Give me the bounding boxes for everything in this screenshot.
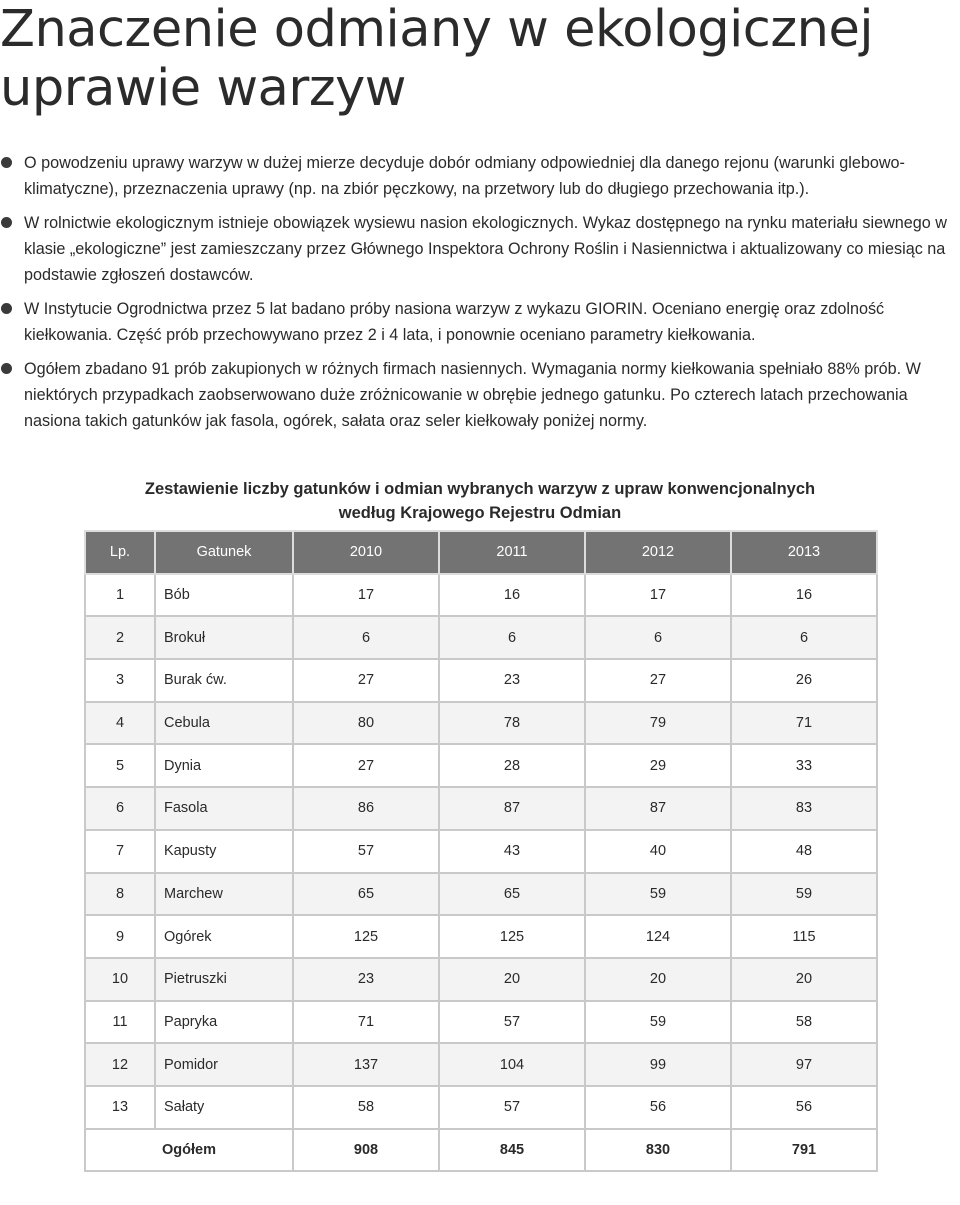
count-cell: 27 xyxy=(293,744,439,787)
header-cell-2011: 2011 xyxy=(439,531,585,574)
count-cell: 83 xyxy=(731,787,877,830)
count-cell: 20 xyxy=(731,958,877,1001)
table-row xyxy=(85,616,877,659)
header-cell-2012: 2012 xyxy=(585,531,731,574)
row-number-cell: 10 xyxy=(85,958,155,1001)
table-caption-line: Zestawienie liczby gatunków i odmian wybranych warzyw z upraw konwencjonalnych xyxy=(144,480,816,498)
table-row xyxy=(85,1086,877,1129)
bullet-dot-icon xyxy=(1,363,12,374)
count-cell: 59 xyxy=(585,873,731,916)
count-cell: 65 xyxy=(439,873,585,916)
count-cell: 115 xyxy=(731,915,877,958)
count-cell: 23 xyxy=(293,958,439,1001)
table-header-row xyxy=(85,531,877,574)
count-cell: 59 xyxy=(731,873,877,916)
count-cell: 29 xyxy=(585,744,731,787)
bullet-dot-icon xyxy=(1,157,12,168)
row-number-cell: 6 xyxy=(85,787,155,830)
count-cell: 20 xyxy=(585,958,731,1001)
count-cell: 78 xyxy=(439,702,585,745)
species-name-cell: Fasola xyxy=(155,787,293,830)
count-cell: 23 xyxy=(439,659,585,702)
table-row xyxy=(85,702,877,745)
bullet-item xyxy=(0,210,960,288)
bullet-text: W Instytucie Ogrodnictwa przez 5 lat badano próby nasiona warzyw z wykazu GIORIN. Oceniano energię oraz zdolność kiełkowania. Część prób przechowywano przez 2 i 4 lata, i ponownie oceniano parametry kiełkowania. xyxy=(24,300,885,344)
row-number-cell: 12 xyxy=(85,1043,155,1086)
table-row xyxy=(85,958,877,1001)
bullet-item xyxy=(0,296,960,348)
total-cell: 791 xyxy=(731,1129,877,1172)
count-cell: 71 xyxy=(293,1001,439,1044)
species-name-cell: Burak ćw. xyxy=(155,659,293,702)
count-cell: 33 xyxy=(731,744,877,787)
row-number-cell: 8 xyxy=(85,873,155,916)
row-number-cell: 4 xyxy=(85,702,155,745)
count-cell: 16 xyxy=(439,574,585,617)
table-row xyxy=(85,1001,877,1044)
count-cell: 56 xyxy=(731,1086,877,1129)
table-row xyxy=(85,1043,877,1086)
species-name-cell: Marchew xyxy=(155,873,293,916)
count-cell: 27 xyxy=(293,659,439,702)
count-cell: 17 xyxy=(293,574,439,617)
count-cell: 6 xyxy=(439,616,585,659)
bullet-item xyxy=(0,150,960,202)
row-number-cell: 7 xyxy=(85,830,155,873)
count-cell: 48 xyxy=(731,830,877,873)
page-title: Znaczenie odmiany w ekologicznej uprawie warzyw xyxy=(0,0,873,118)
count-cell: 57 xyxy=(439,1001,585,1044)
table-row xyxy=(85,744,877,787)
bullet-text: W rolnictwie ekologicznym istnieje obowiązek wysiewu nasion ekologicznych. Wykaz dostępnego na rynku materiału siewnego w klasie „ekologiczne” jest zamieszczany przez Głównego Inspektora Ochrony Roślin i Nasiennictwa i aktualizowany co miesiąc na podstawie zgłoszeń dostawców. xyxy=(24,214,947,284)
count-cell: 86 xyxy=(293,787,439,830)
row-number-cell: 13 xyxy=(85,1086,155,1129)
count-cell: 125 xyxy=(293,915,439,958)
bullet-item xyxy=(0,356,960,434)
count-cell: 16 xyxy=(731,574,877,617)
row-number-cell: 3 xyxy=(85,659,155,702)
count-cell: 87 xyxy=(439,787,585,830)
bullet-dot-icon xyxy=(1,217,12,228)
row-number-cell: 5 xyxy=(85,744,155,787)
species-name-cell: Bób xyxy=(155,574,293,617)
table-row xyxy=(85,873,877,916)
species-name-cell: Brokuł xyxy=(155,616,293,659)
count-cell: 80 xyxy=(293,702,439,745)
species-name-cell: Cebula xyxy=(155,702,293,745)
count-cell: 65 xyxy=(293,873,439,916)
count-cell: 97 xyxy=(731,1043,877,1086)
count-cell: 6 xyxy=(731,616,877,659)
species-table xyxy=(84,530,878,1172)
total-cell: 908 xyxy=(293,1129,439,1172)
count-cell: 104 xyxy=(439,1043,585,1086)
species-name-cell: Kapusty xyxy=(155,830,293,873)
bullet-text: Ogółem zbadano 91 prób zakupionych w różnych firmach nasiennych. Wymagania normy kiełkowania spełniało 88% prób. W niektórych przypadkach zaobserwowano duże zróżnicowanie w obrębie jednego gatunku. Po czterech latach przechowania nasiona takich gatunków jak fasola, ogórek, sałata oraz seler kiełkowały poniżej normy. xyxy=(24,360,921,430)
table-caption-line: według Krajowego Rejestru Odmian xyxy=(338,504,622,522)
count-cell: 57 xyxy=(293,830,439,873)
species-name-cell: Pomidor xyxy=(155,1043,293,1086)
table-row xyxy=(85,574,877,617)
count-cell: 27 xyxy=(585,659,731,702)
table-row xyxy=(85,659,877,702)
count-cell: 124 xyxy=(585,915,731,958)
count-cell: 56 xyxy=(585,1086,731,1129)
row-number-cell: 9 xyxy=(85,915,155,958)
table-caption xyxy=(0,477,960,525)
bullet-text: O powodzeniu uprawy warzyw w dużej mierze decyduje dobór odmiany odpowiedniej dla danego rejonu (warunki glebowo-klimatyczne), przeznaczenia uprawy (np. na zbiór pęczkowy, na przetwory lub do długiego przechowania itp.). xyxy=(24,154,905,198)
table-row xyxy=(85,830,877,873)
total-cell: 830 xyxy=(585,1129,731,1172)
count-cell: 125 xyxy=(439,915,585,958)
count-cell: 20 xyxy=(439,958,585,1001)
header-cell-gatunek: Gatunek xyxy=(155,531,293,574)
count-cell: 17 xyxy=(585,574,731,617)
table-body xyxy=(85,574,877,1129)
bullet-dot-icon xyxy=(1,303,12,314)
table-row xyxy=(85,787,877,830)
count-cell: 79 xyxy=(585,702,731,745)
header-cell-2013: 2013 xyxy=(731,531,877,574)
header-cell-lp: Lp. xyxy=(85,531,155,574)
count-cell: 58 xyxy=(731,1001,877,1044)
count-cell: 28 xyxy=(439,744,585,787)
species-name-cell: Sałaty xyxy=(155,1086,293,1129)
count-cell: 99 xyxy=(585,1043,731,1086)
count-cell: 71 xyxy=(731,702,877,745)
row-number-cell: 11 xyxy=(85,1001,155,1044)
species-name-cell: Papryka xyxy=(155,1001,293,1044)
total-label: Ogółem xyxy=(85,1129,293,1172)
species-name-cell: Ogórek xyxy=(155,915,293,958)
bullet-list xyxy=(0,150,960,442)
table-row xyxy=(85,915,877,958)
count-cell: 59 xyxy=(585,1001,731,1044)
table-total-row xyxy=(85,1129,877,1172)
count-cell: 40 xyxy=(585,830,731,873)
count-cell: 57 xyxy=(439,1086,585,1129)
count-cell: 87 xyxy=(585,787,731,830)
count-cell: 58 xyxy=(293,1086,439,1129)
total-cell: 845 xyxy=(439,1129,585,1172)
header-cell-2010: 2010 xyxy=(293,531,439,574)
species-name-cell: Dynia xyxy=(155,744,293,787)
row-number-cell: 2 xyxy=(85,616,155,659)
species-name-cell: Pietruszki xyxy=(155,958,293,1001)
count-cell: 6 xyxy=(585,616,731,659)
row-number-cell: 1 xyxy=(85,574,155,617)
count-cell: 6 xyxy=(293,616,439,659)
count-cell: 137 xyxy=(293,1043,439,1086)
count-cell: 26 xyxy=(731,659,877,702)
count-cell: 43 xyxy=(439,830,585,873)
